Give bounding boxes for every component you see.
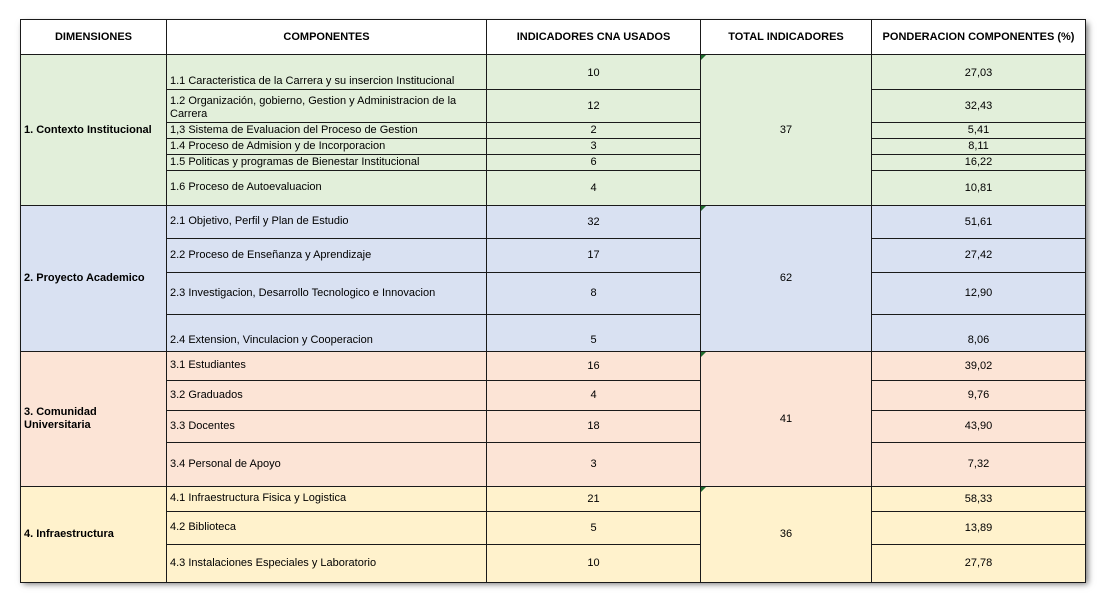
- table-row: [21, 512, 1086, 545]
- component-cell: 4.2 Biblioteca: [167, 512, 487, 545]
- table-row: [21, 123, 1086, 139]
- indicators-cell: 2: [487, 123, 701, 139]
- weight-cell: 10,81: [872, 171, 1086, 206]
- weight-cell: 9,76: [872, 381, 1086, 411]
- component-cell: 3.2 Graduados: [167, 381, 487, 411]
- total-cell: [701, 206, 872, 352]
- table-row: [21, 443, 1086, 487]
- total-value: 37: [779, 123, 793, 136]
- component-cell: 2.4 Extension, Vinculacion y Cooperacion: [167, 315, 487, 352]
- table-row: [21, 90, 1086, 123]
- component-cell: 3.1 Estudiantes: [167, 352, 487, 381]
- table-row: [21, 315, 1086, 352]
- component-cell: 1,3 Sistema de Evaluacion del Proceso de Gestion: [167, 123, 487, 139]
- component-cell: 1.4 Proceso de Admision y de Incorporacion: [167, 139, 487, 155]
- indicators-cell: 5: [487, 315, 701, 352]
- component-cell: 3.3 Docentes: [167, 411, 487, 443]
- header-dimensiones: DIMENSIONES: [21, 20, 167, 55]
- component-cell: 2.2 Proceso de Enseñanza y Aprendizaje: [167, 239, 487, 273]
- table-row: [21, 352, 1086, 381]
- weight-cell: 27,03: [872, 55, 1086, 90]
- weight-cell: 8,06: [872, 315, 1086, 352]
- indicators-cell: 10: [487, 55, 701, 90]
- header-row: [21, 20, 1086, 55]
- component-cell: 1.6 Proceso de Autoevaluacion: [167, 171, 487, 206]
- table-row: [21, 381, 1086, 411]
- indicators-cell: 18: [487, 411, 701, 443]
- table-row: [21, 139, 1086, 155]
- indicators-cell: 3: [487, 443, 701, 487]
- total-value: 36: [779, 528, 793, 540]
- component-cell: 1.2 Organización, gobierno, Gestion y Administracion de la Carrera: [167, 90, 487, 123]
- indicators-cell: 3: [487, 139, 701, 155]
- weight-cell: 16,22: [872, 155, 1086, 171]
- header-ponderacion: PONDERACION COMPONENTES (%): [872, 20, 1086, 55]
- indicators-cell: 4: [487, 171, 701, 206]
- dimension-cell: 1. Contexto Institucional: [21, 55, 167, 206]
- component-cell: 1.5 Politicas y programas de Bienestar Institucional: [167, 155, 487, 171]
- dimension-cell: 4. Infraestructura: [21, 487, 167, 583]
- weight-cell: 13,89: [872, 512, 1086, 545]
- indicators-cell: 4: [487, 381, 701, 411]
- weight-cell: 39,02: [872, 352, 1086, 381]
- cell-comment-marker: [701, 206, 706, 211]
- weight-cell: 5,41: [872, 123, 1086, 139]
- cell-comment-marker: [701, 487, 706, 492]
- total-cell: [701, 352, 872, 487]
- component-cell: 4.3 Instalaciones Especiales y Laboratorio: [167, 545, 487, 583]
- component-cell: 2.3 Investigacion, Desarrollo Tecnologico e Innovacion: [167, 273, 487, 315]
- weight-cell: 51,61: [872, 206, 1086, 239]
- component-cell: 1.1 Caracteristica de la Carrera y su insercion Institucional: [167, 55, 487, 90]
- indicators-cell: 5: [487, 512, 701, 545]
- weight-cell: 58,33: [872, 487, 1086, 512]
- header-indicadores: INDICADORES CNA USADOS: [487, 20, 701, 55]
- table-row: [21, 239, 1086, 273]
- indicators-cell: 10: [487, 545, 701, 583]
- cell-comment-marker: [701, 352, 706, 357]
- indicators-cell: 17: [487, 239, 701, 273]
- table-row: [21, 545, 1086, 583]
- total-cell: [701, 55, 872, 206]
- table-row: [21, 487, 1086, 512]
- indicators-cell: 32: [487, 206, 701, 239]
- indicators-table: [20, 19, 1086, 583]
- cell-comment-marker: [701, 55, 706, 60]
- total-value: 62: [779, 272, 793, 284]
- indicators-cell: 6: [487, 155, 701, 171]
- weight-cell: 27,78: [872, 545, 1086, 583]
- table-frame: [20, 19, 1085, 580]
- table-row: [21, 206, 1086, 239]
- dimension-cell: 2. Proyecto Academico: [21, 206, 167, 352]
- table-row: [21, 171, 1086, 206]
- total-value: 41: [779, 412, 793, 425]
- weight-cell: 27,42: [872, 239, 1086, 273]
- weight-cell: 32,43: [872, 90, 1086, 123]
- indicators-cell: 12: [487, 90, 701, 123]
- table-row: [21, 411, 1086, 443]
- weight-cell: 8,11: [872, 139, 1086, 155]
- weight-cell: 7,32: [872, 443, 1086, 487]
- weight-cell: 43,90: [872, 411, 1086, 443]
- total-cell: [701, 487, 872, 583]
- indicators-cell: 16: [487, 352, 701, 381]
- indicators-cell: 21: [487, 487, 701, 512]
- component-cell: 3.4 Personal de Apoyo: [167, 443, 487, 487]
- component-cell: 4.1 Infraestructura Fisica y Logistica: [167, 487, 487, 512]
- table-row: [21, 155, 1086, 171]
- weight-cell: 12,90: [872, 273, 1086, 315]
- table-row: [21, 55, 1086, 90]
- indicators-cell: 8: [487, 273, 701, 315]
- table-row: [21, 273, 1086, 315]
- header-componentes: COMPONENTES: [167, 20, 487, 55]
- component-cell: 2.1 Objetivo, Perfil y Plan de Estudio: [167, 206, 487, 239]
- header-total: TOTAL INDICADORES: [701, 20, 872, 55]
- dimension-cell: 3. Comunidad Universitaria: [21, 352, 167, 487]
